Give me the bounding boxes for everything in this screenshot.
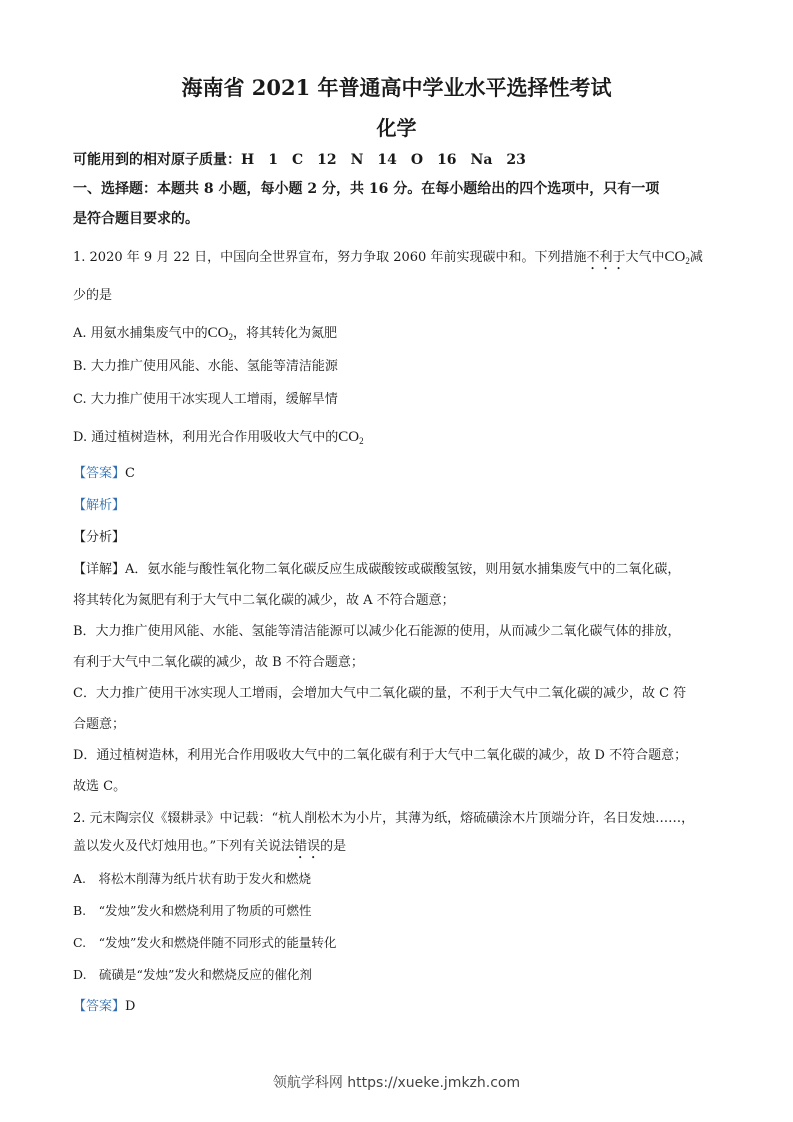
q2-stem-emphasis: 错误 [294,839,321,854]
detail-line-1: 【详解】A．氨水能与酸性氧化物二氧化碳反应生成碳酸铵或碳酸氢铵，则用氨水捕集废气中的二氧化碳， [73,562,681,577]
answer-value: D [125,999,136,1014]
q2-answer [73,998,723,1016]
q2-option-a: A. 将松木削薄为纸片状有助于发火和燃烧 [73,871,312,886]
detail-tag: 【详解】 [73,562,126,577]
co2-formula: $CO_2$ [207,325,233,342]
footer-watermark: 领航学科网 https://xueke.jmkzh.com [272,1075,521,1091]
q1-stem-emphasis: 不利于 [586,250,626,265]
detail-line-3: B．大力推广使用风能、水能、氢能等清洁能源可以减少化石能源的使用，从而减少二氧化碳气体的排放， [73,624,681,639]
answer-value: C [125,466,135,481]
section-header-line-1: 一、选择题：本题共 8 小题，每小题 2 分，共 16 分。在每小题给出的四个选项中，只有一项 [73,181,660,197]
detail-line-8: 故选 C。 [73,779,127,794]
q1-option-b: B. 大力推广使用风能、水能、氢能等清洁能源 [73,359,338,374]
q1-stem-line-2: 少的是 [73,288,113,303]
q1-stem-text-a: 1. 2020 年 9 月 22 日，中国向全世界宣布，努力争取 2060 年前实现碳中和。下列措施 [73,250,587,265]
q1-option-a: A. 用氨水捕集废气中的$CO_2$，将其转化为氮肥 [73,325,338,342]
q1-stem [73,248,723,273]
fenxi-tag: 【分析】 [73,530,126,545]
q2-stem-line-2: 盖以发火及代灯烛用也。”下列有关说法错误的是 [73,839,347,854]
co2-formula: $CO_2$ [338,429,364,446]
detail-line-5: C．大力推广使用干冰实现人工增雨，会增加大气中二氧化碳的量，不利于大气中二氧化碳的减少，故 C 符 [73,686,687,701]
detail-line-6: 合题意； [73,717,126,732]
answer-tag: 【答案】 [73,466,126,481]
q1-option-d: D. 通过植树造林，利用光合作用吸收大气中的$CO_2$ [73,429,364,446]
q1-option-c: C. 大力推广使用干冰实现人工增雨，缓解旱情 [73,392,338,407]
q2-stem-line-1: 2. 元末陶宗仪《辍耕录》中记载：“杭人削松木为小片，其薄为纸，熔硫磺涂木片顶端分许，名日发烛……， [73,811,695,826]
atomic-masses: 可能用到的相对原子质量：H 1 C 12 N 14 O 16 Na 23 [73,152,526,168]
detail-line-4: 有利于大气中二氧化碳的减少，故 B 不符合题意； [73,655,364,670]
detail-line-2: 将其转化为氮肥有利于大气中二氧化碳的减少，故 A 不符合题意； [73,593,455,608]
section-header-line-2: 是符合题目要求的。 [73,211,199,227]
answer-tag: 【答案】 [73,999,126,1014]
co2-formula: $CO_2$ [664,249,690,266]
detail-line-7: D．通过植树造林，利用光合作用吸收大气中的二氧化碳有利于大气中二氧化碳的减少，故 D 不符合题意； [73,748,688,763]
q2-option-c: C. “发烛”发火和燃烧伴随不同形式的能量转化 [73,935,337,950]
analysis-tag: 【解析】 [73,498,126,513]
q1-stem-text-b: 大气中 [625,250,665,265]
exam-title: 海南省 2021 年普通高中学业水平选择性考试 [181,75,612,100]
q2-option-b: B. “发烛”发火和燃烧利用了物质的可燃性 [73,903,312,918]
q1-answer [73,465,723,483]
subject-title: 化学 [376,116,417,140]
q1-stem-text-c: 减 [689,250,703,265]
q2-option-d: D. 硫磺是“发烛”发火和燃烧反应的催化剂 [73,967,312,982]
